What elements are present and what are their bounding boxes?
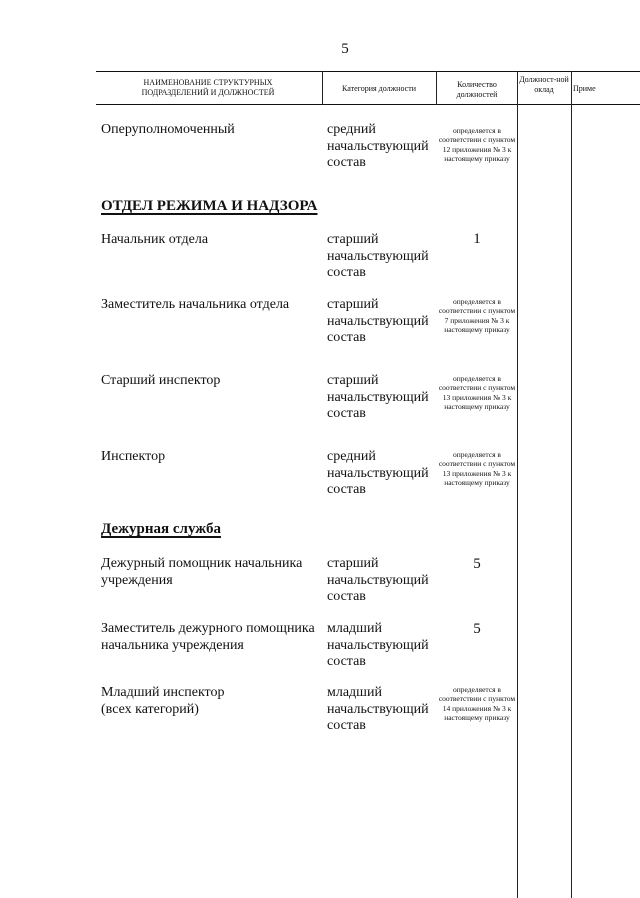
position-name: Инспектор — [101, 449, 166, 464]
position-quantity: 5 — [473, 556, 481, 572]
header-salary: Должност-ной оклад — [519, 75, 569, 94]
position-category: младший начальствующий состав — [327, 685, 429, 733]
position-name: Дежурный помощник начальника учреждения — [101, 556, 303, 588]
position-quantity: определяется в соответствии с пунктом 14 приложения № 3 к настоящему приказу — [438, 685, 516, 722]
position-name: Старший инспектор — [101, 373, 221, 388]
header-quantity: Количество должностей — [456, 80, 498, 99]
column-divider-2 — [436, 71, 437, 105]
position-name: Оперуполномоченный — [101, 122, 235, 137]
position-name: Заместитель начальника отдела — [101, 297, 290, 312]
position-category: средний начальствующий состав — [327, 449, 429, 497]
position-category: старший начальствующий состав — [327, 232, 429, 280]
header-category: Категория должности — [342, 84, 416, 93]
header-bottom-rule — [96, 104, 640, 105]
position-name: Заместитель дежурного помощника начальника учреждения — [101, 621, 315, 653]
section-heading: Дежурная служба — [101, 521, 221, 537]
position-category: старший начальствующий состав — [327, 373, 429, 421]
position-quantity: определяется в соответствии с пунктом 13 приложения № 3 к настоящему приказу — [438, 374, 516, 411]
position-quantity: 5 — [473, 621, 481, 637]
page-number: 5 — [341, 41, 349, 57]
header-top-rule — [96, 71, 640, 72]
header-note: Приме — [573, 84, 596, 93]
position-name: Младший инспектор (всех категорий) — [101, 685, 225, 717]
position-category: старший начальствующий состав — [327, 556, 429, 604]
position-quantity: определяется в соответствии с пунктом 13 приложения № 3 к настоящему приказу — [438, 450, 516, 487]
column-divider-1 — [322, 71, 323, 105]
section-heading: ОТДЕЛ РЕЖИМА И НАДЗОРА — [101, 198, 318, 214]
column-divider-3 — [517, 71, 518, 898]
position-category: старший начальствующий состав — [327, 297, 429, 345]
position-name: Начальник отдела — [101, 232, 209, 247]
column-divider-4 — [571, 71, 572, 898]
position-quantity: 1 — [473, 231, 481, 247]
position-quantity: определяется в соответствии с пунктом 12 приложения № 3 к настоящему приказу — [438, 126, 516, 163]
header-name: НАИМЕНОВАНИЕ СТРУКТУРНЫХ ПОДРАЗДЕЛЕНИЙ И ДОЛЖНОСТЕЙ — [141, 78, 275, 97]
position-quantity: определяется в соответствии с пунктом 7 приложения № 3 к настоящему приказу — [438, 297, 516, 334]
position-category: средний начальствующий состав — [327, 122, 429, 170]
position-category: младший начальствующий состав — [327, 621, 429, 669]
